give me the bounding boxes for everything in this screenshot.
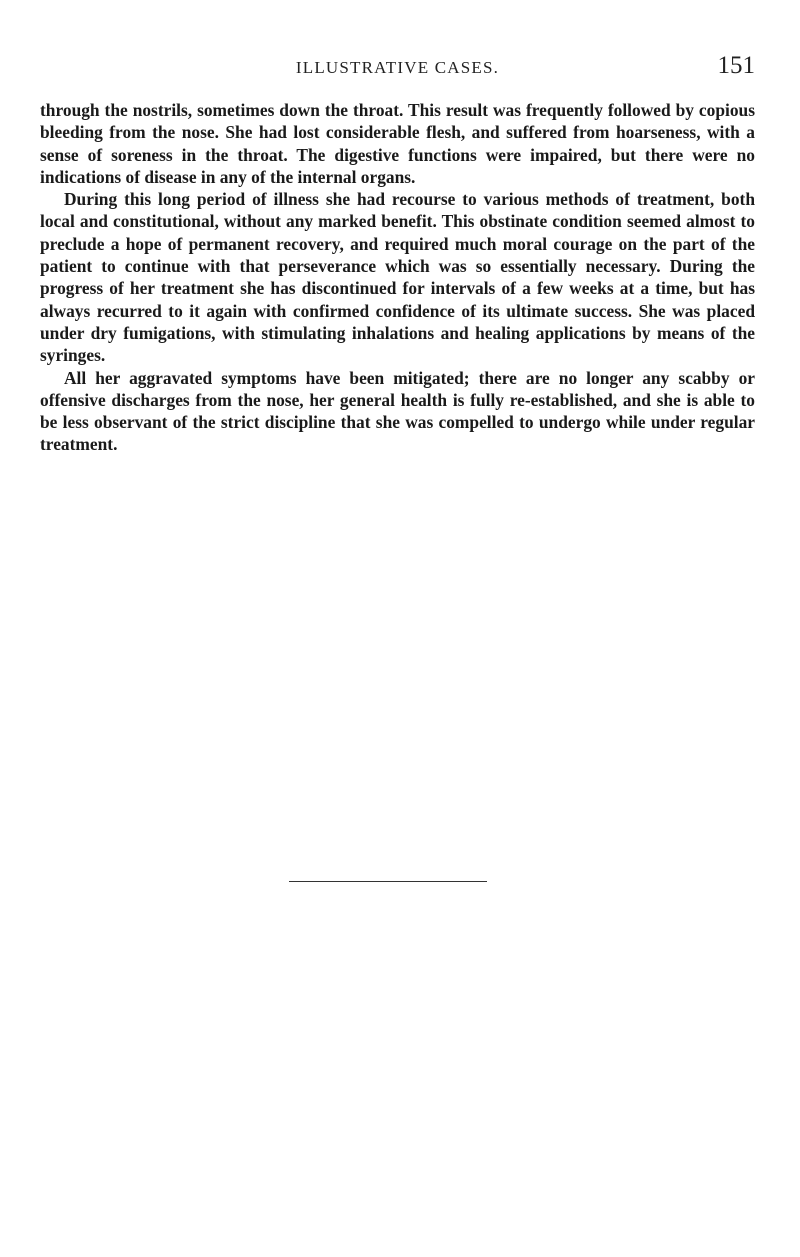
body-text — [40, 99, 755, 456]
paragraph-continued: through the nostrils, sometimes down the throat. This result was frequently followed by copious bleeding from the nose. She had lost considerable flesh, and suffered from hoarseness, with a sense of soreness in the throat. The digestive functions were impaired, but there were no indications of disease in any of the internal organs. — [40, 100, 755, 187]
paragraph-treatment: During this long period of illness she had recourse to various methods of treatment, both local and constitutional, without any marked benefit. This obstinate condition seemed almost to preclude a hope of permanent recovery, and required much moral courage on the part of the patient to continue with that perseverance which was so essentially necessary. During the progress of her treatment she has discontinued for intervals of a few weeks at a time, but has always recurred to it again with confirmed confidence of its ultimate success. She was placed under dry fumigations, with stimulating inhalations and healing applications by means of the syringes. — [40, 189, 755, 366]
running-head — [40, 52, 755, 82]
page-number: 151 — [717, 52, 755, 79]
section-end-rule — [289, 881, 487, 882]
running-title: ILLUSTRATIVE CASES. — [295, 58, 500, 77]
paragraph-outcome: All her aggravated symptoms have been mitigated; there are no longer any scabby or offensive discharges from the nose, her general health is fully re-established, and she is able to be less observant of the strict discipline that she was compelled to undergo while under regular treatment. — [40, 367, 755, 455]
